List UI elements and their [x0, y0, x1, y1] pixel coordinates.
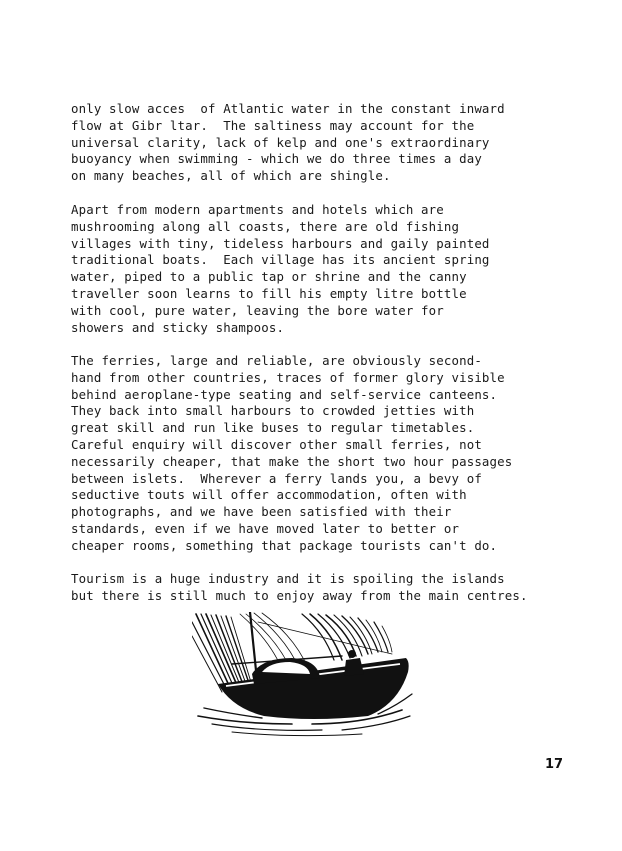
text-line: They back into small harbours to crowded jetties with	[71, 403, 475, 419]
text-line: traditional boats. Each village has its ancient spring	[71, 252, 490, 268]
text-line: photographs, and we have been satisfied with their	[71, 504, 452, 520]
paragraph-1	[71, 101, 591, 185]
text-line: water, piped to a public tap or shrine and the canny	[71, 269, 467, 285]
text-line: behind aeroplane-type seating and self-service canteens.	[71, 386, 498, 402]
text-line: Careful enquiry will discover other small ferries, not	[71, 436, 482, 452]
text-line: traveller soon learns to fill his empty litre bottle	[71, 285, 467, 301]
text-line: between islets. Wherever a ferry lands you, a bevy of	[71, 470, 482, 486]
sailing-boat-illustration-icon	[192, 612, 418, 738]
text-line: necessarily cheaper, that make the short two hour passages	[71, 453, 513, 469]
text-line: villages with tiny, tideless harbours and gaily painted	[71, 235, 490, 251]
text-line: flow at Gibr ltar. The saltiness may account for the	[71, 117, 475, 133]
paragraph-3	[71, 353, 591, 555]
text-line: Apart from modern apartments and hotels which are	[71, 202, 444, 217]
text-line: hand from other countries, traces of former glory visible	[71, 369, 505, 385]
text-line: standards, even if we have moved later to better or	[71, 520, 460, 536]
text-line: seductive touts will offer accommodation, often with	[71, 487, 467, 503]
paragraph-4	[71, 571, 591, 605]
text-line: mushrooming along all coasts, there are old fishing	[71, 218, 460, 234]
text-line: but there is still much to enjoy away from the main centres.	[71, 587, 528, 603]
text-line: cheaper rooms, something that package tourists can't do.	[71, 537, 498, 553]
text-line: The ferries, large and reliable, are obviously second-	[71, 353, 482, 368]
paragraph-2	[71, 202, 591, 336]
text-line: universal clarity, lack of kelp and one's extraordinary	[71, 134, 490, 150]
text-line: with cool, pure water, leaving the bore water for	[71, 302, 444, 318]
text-line: showers and sticky shampoos.	[71, 319, 285, 335]
text-line: Tourism is a huge industry and it is spoiling the islands	[71, 571, 505, 586]
text-line: on many beaches, all of which are shingle.	[71, 168, 391, 184]
text-line: only slow acces of Atlantic water in the constant inward	[71, 101, 505, 116]
text-line: great skill and run like buses to regular timetables.	[71, 420, 475, 436]
page-number: 17	[545, 757, 564, 772]
text-line: buoyancy when swimming - which we do three times a day	[71, 151, 482, 167]
